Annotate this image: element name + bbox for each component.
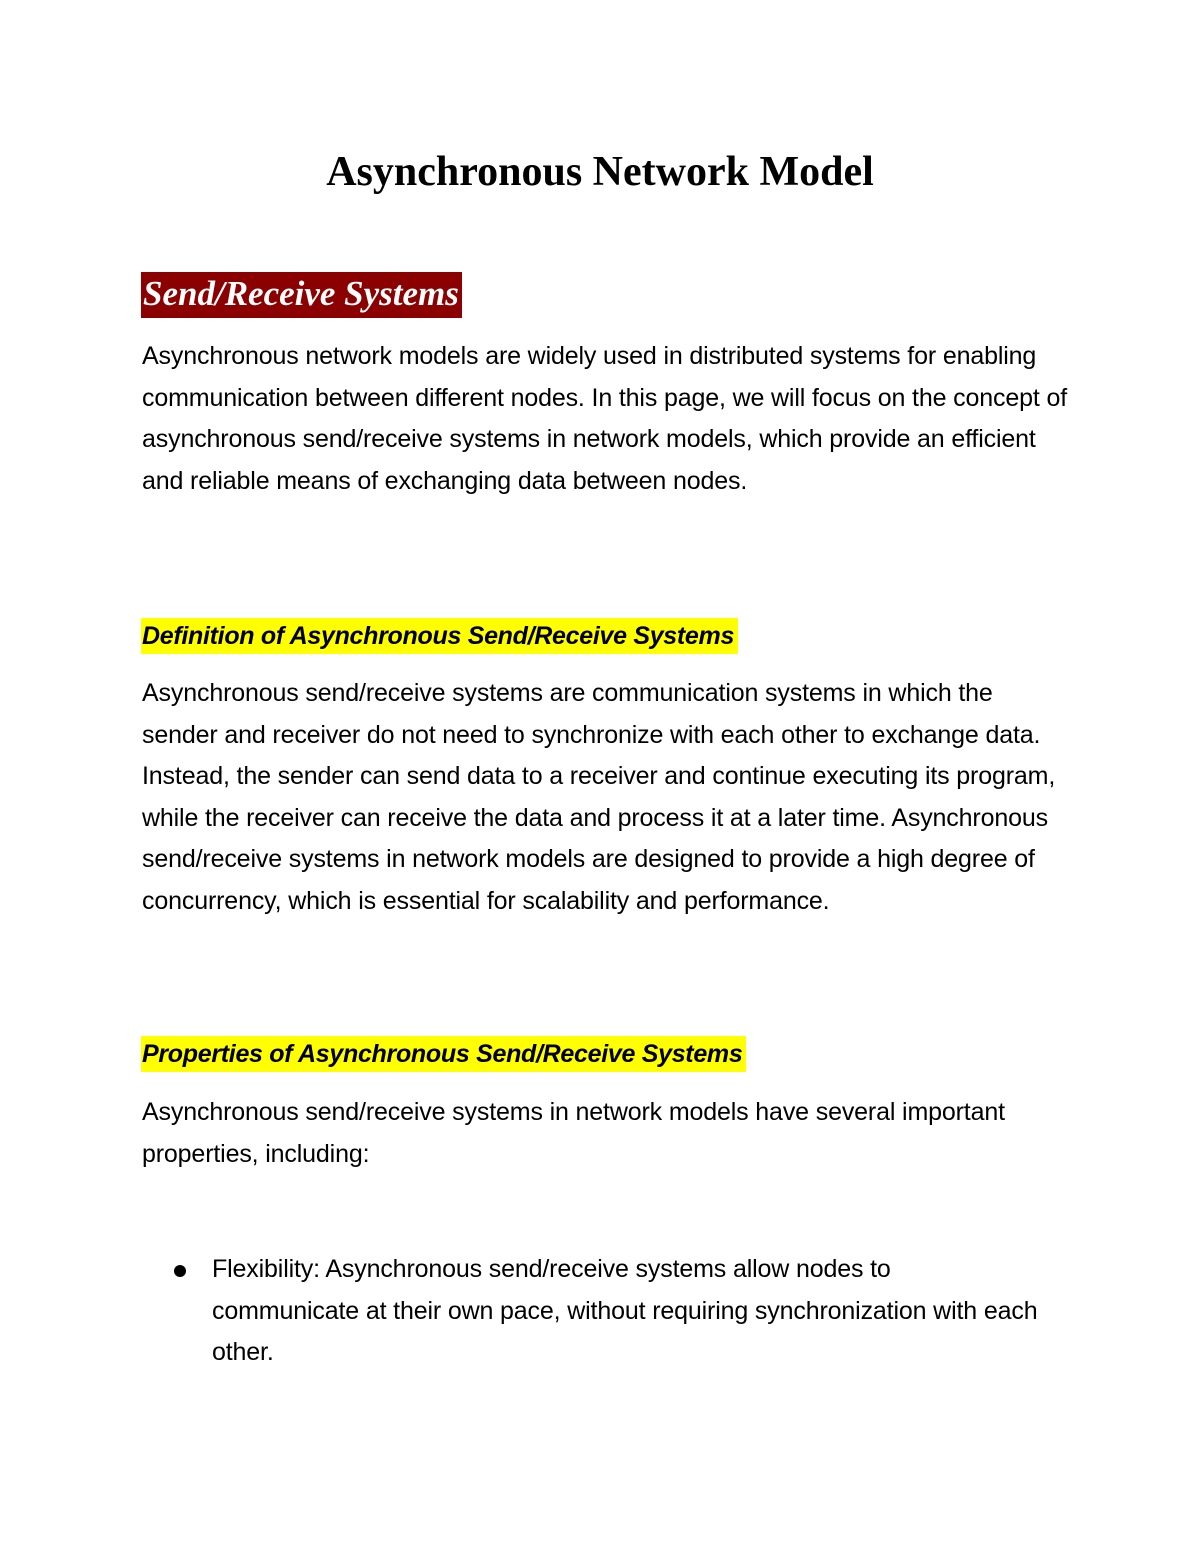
page-title: Asynchronous Network Model: [326, 149, 874, 195]
section-heading-definition: Definition of Asynchronous Send/Receive Systems: [141, 618, 738, 654]
paragraph-properties-intro: Asynchronous send/receive systems in network models have several important properties, including:: [142, 1098, 1005, 1168]
paragraph-definition: Asynchronous send/receive systems are communication systems in which the sender and receiver do not need to synchronize with each other to exchange data. Instead, the sender can send data to a receiver and continue executing its program, while the receiver can receive the data and process it at a later time. Asynchronous send/receive systems in network models are designed to provide a high degree of concurrency, which is essential for scalability and performance.: [142, 679, 1056, 915]
section-heading-properties: Properties of Asynchronous Send/Receive Systems: [141, 1036, 746, 1072]
bullet-dot-icon: [174, 1265, 186, 1277]
bullet-text-flexibility: Flexibility: Asynchronous send/receive systems allow nodes to communicate at their own pace, without requiring synchronization with each other.: [212, 1255, 1038, 1367]
section-heading-send-receive: Send/Receive Systems: [141, 272, 462, 318]
paragraph-send-receive-intro: Asynchronous network models are widely used in distributed systems for enabling communication between different nodes. In this page, we will focus on the concept of asynchronous send/receive systems in network models, which provide an efficient and reliable means of exchanging data between nodes.: [142, 342, 1067, 495]
